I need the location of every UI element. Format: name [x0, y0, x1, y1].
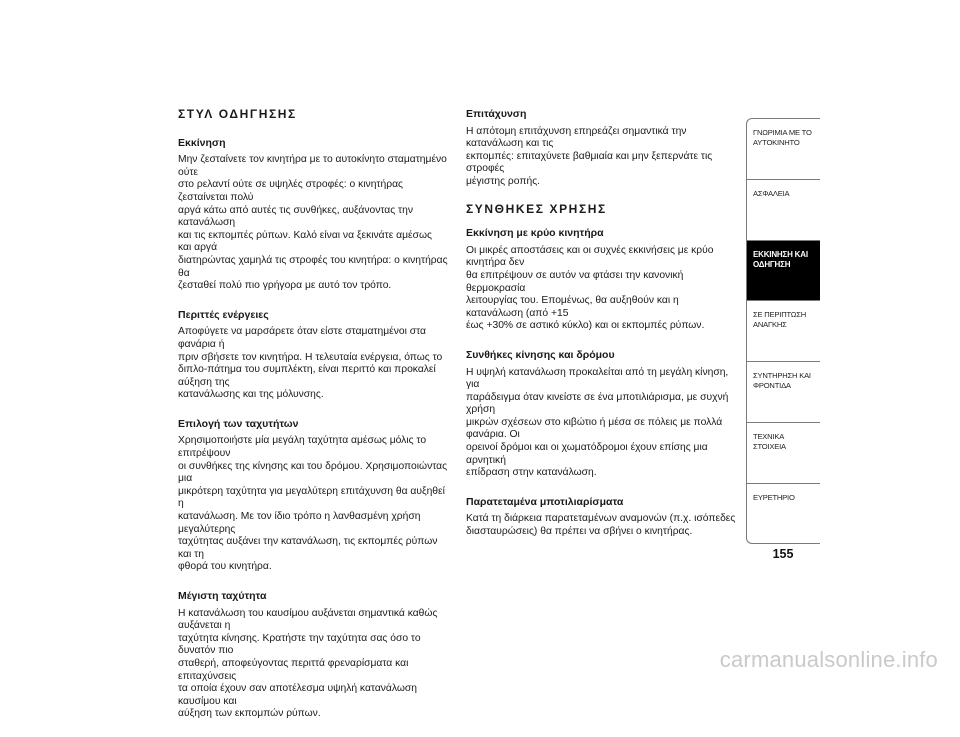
tab-maintenance[interactable]: ΣΥΝΤΗΡΗΣΗ ΚΑΙ ΦΡΟΝΤΙΔΑ: [747, 362, 820, 423]
paragraph-max-speed: Η κατανάλωση του καυσίμου αυξάνεται σημαντικά καθώς αυξάνεται η ταχύτητα κίνησης. Κρατήστε την ταχύτητα σας όσο το δυνατόν πιο σταθερή, αποφεύγοντας περιττά φρεναρίσματα και επιταχύνσεις τα οποία έχουν σαν αποτέλεσμα υψηλή κατανάλωση καυσίμου και αύξηση των εκπομπών ρύπων.: [178, 607, 438, 720]
chapter-tabs: [746, 118, 820, 544]
heading-gear-selection: Επιλογή των ταχυτήτων: [178, 417, 299, 430]
heading-unnecessary-actions: Περιττές ενέργειες: [178, 308, 269, 321]
paragraph-traffic-jams: Κατά τη διάρκεια παρατεταμένων αναμονών (π.χ. ισόπεδες διασταυρώσεις) θα πρέπει να σβήνει ο κινητήρας.: [466, 513, 736, 538]
paragraph-unnecessary-actions: Αποφύγετε να μαρσάρετε όταν είστε σταματημένοι στα φανάρια ή πριν σβήσετε τον κινητήρα. Η τελευταία ενέργεια, όπως το διπλο-πάτημα του συμπλέκτη, είναι περιττό και προκαλεί αύξηση της κατανάλωσης και της μόλυνσης.: [178, 326, 443, 401]
tab-index[interactable]: ΕΥΡΕΤΗΡΙΟ: [753, 492, 795, 502]
page-number: 155: [772, 547, 794, 561]
right-column: [466, 108, 738, 555]
paragraph-cold-start: Οι μικρές αποστάσεις και οι συχνές εκκινήσεις με κρύο κινητήρα δεν θα επιτρέψουν σε αυτόν να φτάσει την κανονική θερμοκρασία λειτουργίας του. Επομένως, θα αυξηθούν και η κατανάλωση (από +15 έως +30% σε αστικό κύκλο) και οι εκπομπές ρύπων.: [466, 244, 714, 332]
heading-max-speed: Μέγιστη ταχύτητα: [178, 590, 267, 602]
left-column: [178, 108, 448, 737]
heading-traffic-jams: Παρατεταμένα μποτιλιαρίσματα: [466, 495, 624, 508]
section-title-driving-style: ΣΤΥΛ ΟΔΗΓΗΣΗΣ: [178, 107, 297, 121]
paragraph-acceleration: Η απότομη επιτάχυνση επηρεάζει σημαντικά την κατανάλωση και τις εκπομπές: επιταχύνετε βαθμιαία και μην ξεπερνάτε τις στροφές μέγιστης ροπής.: [466, 125, 713, 187]
heading-cold-start: Εκκίνηση με κρύο κινητήρα: [466, 227, 604, 240]
paragraph-starting: Μην ζεσταίνετε τον κινητήρα με το αυτοκίνητο σταματημένο ούτε στο ρελαντί ούτε σε υψηλές στροφές: ο κινητήρας ζεσταίνεται πολύ αργά κάτω από αυτές τις συνθήκες, αυξάνοντας την κατανάλωση και τις εκπομπές ρύπων. Καλό είναι να ξεκινάτε αμέσως και αργά διατηρώντας χαμηλά τις στροφές του κινητήρα: ο κινητήρας θα ζεσταθεί πολύ πιο γρήγορα με αυτό τον τρόπο.: [178, 154, 448, 292]
tab-emergency[interactable]: ΣΕ ΠΕΡΙΠΤΩΣΗ ΑΝΑΓΚΗΣ: [747, 301, 820, 362]
paragraph-traffic-road-conditions: Η υψηλή κατανάλωση προκαλείται από τη μεγάλη κίνηση, για παράδειγμα όταν κινείστε σε ένα μποτιλιάρισμα, με συχνή χρήση μικρών σχέσεων στο κιβώτιο ή μέσα σε πόλεις με πολλά φανάρια. Οι ορεινοί δρόμοι και οι χωματόδρομοι έχουν επίσης μια αρνητική επίδραση στην κατανάλωση.: [466, 366, 729, 479]
heading-starting: Εκκίνηση: [178, 136, 226, 149]
heading-acceleration: Επιτάχυνση: [466, 108, 527, 120]
tab-getting-to-know[interactable]: ΓΝΩΡΙΜΙΑ ΜΕ ΤΟ ΑΥΤΟΚΙΝΗΤΟ: [747, 119, 820, 180]
section-title-conditions-of-use: ΣΥΝΘΗΚΕΣ ΧΡΗΣΗΣ: [466, 201, 607, 216]
tab-starting-driving[interactable]: ΕΚΚΙΝΗΣΗ ΚΑΙ ΟΔΗΓΗΣΗ: [747, 241, 820, 302]
paragraph-gear-selection: Χρησιμοποιήστε μία μεγάλη ταχύτητα αμέσως μόλις το επιτρέψουν οι συνθήκες της κίνησης και του δρόμου. Χρησιμοποιώντας μια μικρότερη ταχύτητα για μεγαλύτερη επιτάχυνση θα αυξηθεί η κατανάλωση. Με τον ίδιο τρόπο η λανθασμένη χρήση μεγαλύτερης ταχύτητας αυξάνει την κατανάλωση, τις εκπομπές ρύπων και τη φθορά του κινητήρα.: [178, 435, 448, 573]
watermark: carmanualsonline.info: [719, 647, 938, 672]
tab-technical-data[interactable]: ΤΕΧΝΙΚΑ ΣΤΟΙΧΕΙΑ: [747, 423, 820, 484]
heading-traffic-road-conditions: Συνθήκες κίνησης και δρόμου: [466, 348, 615, 361]
tab-safety[interactable]: ΑΣΦΑΛΕΙΑ: [747, 180, 820, 241]
